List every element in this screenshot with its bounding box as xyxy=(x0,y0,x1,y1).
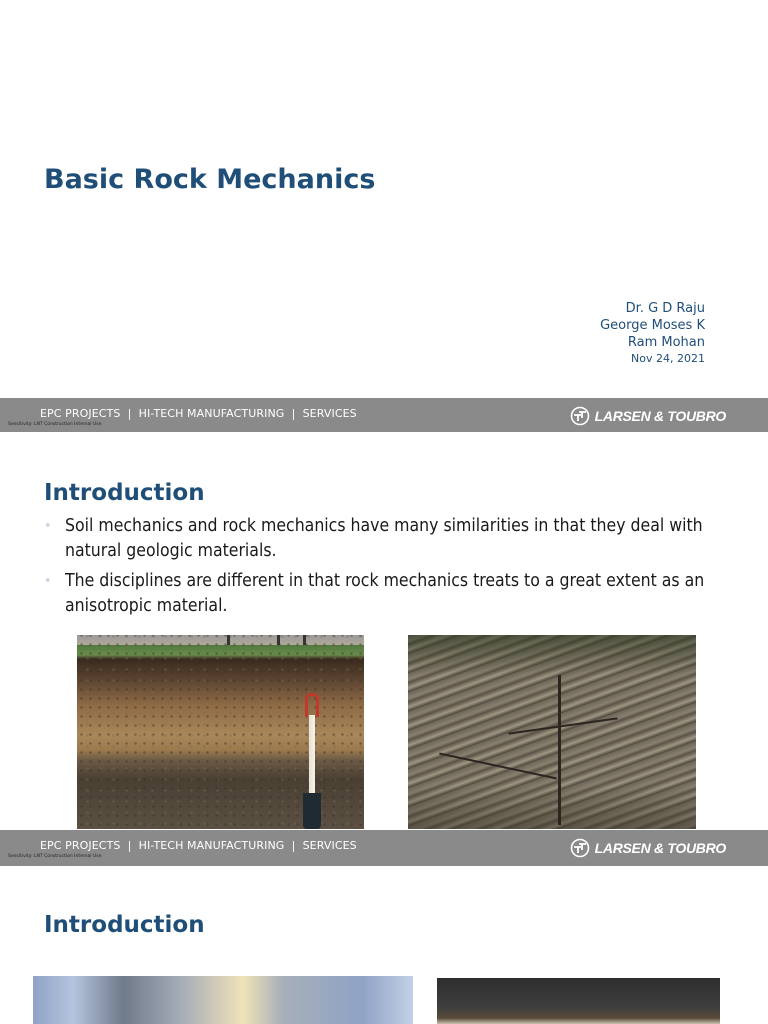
footer-tagline: EPC PROJECTS | HI-TECH MANUFACTURING | SERVICES xyxy=(40,839,357,852)
lab-specimen-photo xyxy=(33,976,413,1024)
title-slide xyxy=(0,0,768,398)
brand-logo xyxy=(570,406,726,426)
rock-outcrop-photo xyxy=(408,635,696,829)
author-block xyxy=(600,300,705,366)
brand-name: LARSEN & TOUBRO xyxy=(594,840,726,856)
shovel-blade xyxy=(303,793,321,829)
sensitivity-label: Sensitivity: LNT Construction Internal Use xyxy=(8,854,102,859)
author-name: Dr. G D Raju xyxy=(625,301,705,316)
slide-title: Introduction xyxy=(44,912,205,938)
bullet-dot-icon: • xyxy=(44,573,52,589)
bullet-text: The disciplines are different in that rock mechanics treats to a great extent as an anisotropic material. xyxy=(65,571,705,616)
sensitivity-label: Sensitivity: LNT Construction Internal Use xyxy=(8,422,102,427)
bullet-list xyxy=(44,514,744,624)
bullet-text: Soil mechanics and rock mechanics have many similarities in that they deal with natural geologic materials. xyxy=(65,516,703,561)
soil-profile-photo xyxy=(77,635,364,829)
presentation-date: Nov 24, 2021 xyxy=(631,352,705,365)
core-box-photo xyxy=(437,978,720,1024)
bullet-item xyxy=(44,569,744,619)
slide-title: Introduction xyxy=(44,480,205,506)
lt-logo-icon xyxy=(570,406,590,426)
author-name: Ram Mohan xyxy=(627,335,705,350)
brand-logo xyxy=(570,838,726,858)
brand-name: LARSEN & TOUBRO xyxy=(594,408,726,424)
intro-slide-2 xyxy=(0,866,768,1024)
presentation-title: Basic Rock Mechanics xyxy=(44,164,376,195)
shovel-handle xyxy=(305,693,319,717)
footer-tagline: EPC PROJECTS | HI-TECH MANUFACTURING | SERVICES xyxy=(40,407,357,420)
lt-logo-icon xyxy=(570,838,590,858)
slide-footer xyxy=(0,398,768,434)
intro-slide xyxy=(0,432,768,830)
bullet-item xyxy=(44,514,744,564)
shovel-shaft xyxy=(309,715,315,797)
author-name: George Moses K xyxy=(600,318,705,333)
slide-footer xyxy=(0,830,768,866)
bullet-dot-icon: • xyxy=(44,518,52,534)
